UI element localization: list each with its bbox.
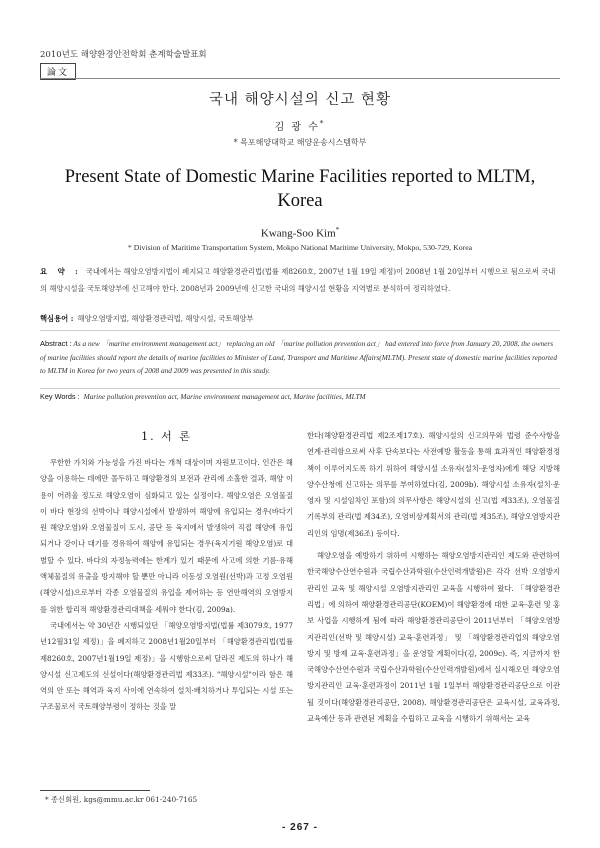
author-english: Kwang-Soo Kim*	[260, 226, 340, 240]
conference-header: 2010년도 해양환경안전학회 춘계학술발표회	[40, 50, 207, 60]
footnote-rule	[40, 790, 150, 791]
keywords-korean-text: 해양오염방지법, 해양환경관리법, 해양시설, 국토해양부	[77, 314, 254, 323]
abstract-english-label: Abstract :	[40, 339, 72, 348]
keywords-english-label: Key Words :	[40, 392, 80, 401]
abstract-korean-text: 국내에서는 해양오염방지법이 폐지되고 해양환경관리법(법률 제8260호, 2007년 1월 19일 제정)이 2008년 1월 20일부터 시행으로 됨으로써 국내의 해양시설을 국토해양부에 신고해야 한다. 2008년과 2009년에 신고한 국내의 해양시설 현황을 지역별로 분석하여 정리하였다.	[40, 267, 556, 293]
divider	[40, 388, 560, 389]
paragraph: 해양오염을 예방하기 위하여 시행하는 해양오염방지관리인 제도와 관련하여 한국해양수산연수원과 국립수산과학원(수산인력개발원)은 각각 선박 오염방지관리인 교육 및 해양시설 오염방지관리인 교육을 시행하여 왔다. 「해양환경관리법」에 의하여 해양환경관리공단(KOEM)이 해양환경에 대한 교육·훈련 및 홍보 사업을 시행하게 됨에 따라 해양환경관리공단이 2011년부터 「해양오염방지관리인(선박 및 해양시설) 교육·훈련과정」 및 「해양환경관리업의 해양오염방지 및 방제 교육·훈련과정」을 운영할 계획이다(김, 2009c). 즉, 지금까지 한국해양수산연수원과 국립수산과학원(수산인력개발원)에서 실시해오던 해양오염방지관리인 교육·훈련과정이 2011년 1월 1일부터 해양환경관리공단으로 이관될 것이다(해양환경관리공단, 2008). 해양환경관리공단은 교육시설, 교육과정, 교육예산 등과 관련된 계획을 수립하고 교육을 시행하기 위해서는 교육	[307, 551, 560, 724]
header-rule	[40, 78, 560, 79]
affiliation-english: * Division of Maritime Transportation System, Mokpo National Maritime University, Mokpo, 530-729, Korea	[127, 243, 473, 252]
keywords-english	[40, 392, 560, 401]
paragraph: 한다(해양환경관리법 제2조제17호). 해양시설의 신고의무와 법령 준수사항을 연계·관리함으로써 사후 단속보다는 사전예방 활동을 통해 효과적인 해양환경정책이 이루어지도록 하기 위하여 해양시설 소유자(설치·운영자)에게 해당 지방해양수산청에 신고하는 의무를 부여하였다(김, 2009b). 해양시설 소유자(설치·운영자 및 시설임차인 포함)의 의무사항은 해양시설의 신고(법 제33조), 오염물질기록부의 관리(법 제34조), 오염비상계획서의 관리(법 제35조), 해양오염방지관리인의 임명(제36조) 등이다.	[307, 431, 560, 538]
title-korean: 국내 해양시설의 신고 현황	[209, 92, 391, 108]
page-number: - 267 -	[282, 822, 318, 833]
keywords-korean	[40, 314, 560, 324]
keywords-korean-label: 핵심용어 :	[40, 314, 74, 323]
paragraph: 무한한 가치와 가능성을 가진 바다는 개척 대상이며 자원보고이다. 인간은 해양을 이용하는 데에만 몰두하고 해양환경의 보전과 관리에 소홀한 결과, 해양 이용이 어려울 정도로 해양오염이 심화되고 있는 실정이다. 해양오염은 오염물질이 바다 현장의 선박이나 해양시설에서 발생하여 해양에 유입되는 경우(바다기원 해양오염)와 오염물질이 도시, 공단 등 육지에서 발생하여 직접 해양에 유입되거나 강이나 대기를 경유하여 해양에 유입되는 경우(육지기원 해양오염)로 대별할 수 있다. 바다의 자정능력에는 한계가 있기 때문에 사고에 의한 기름·유해액체물질의 유출을 방지해야 할 뿐만 아니라 이동성 오염원(선박)과 고정 오염원(해양시설)으로부터 각종 오염물질의 유입을 제어하는 등 연안해역의 오염방지를 위한 합리적 해양환경관리대책을 세워야 한다(김, 2009a).	[40, 458, 293, 614]
paper-type-badge: 論文	[40, 63, 76, 80]
paragraph: 국내에서는 약 30년간 시행되었던 「해양오염방지법(법률 제3079호, 1977년12월31일 제정)」을 폐지하고 2008년1월20일부터 「해양환경관리법(법률 제8260호, 2007년1월19일 제정)」을 시행함으로써 달라진 제도의 하나가 해양시설 신고제도의 신설이다(해양환경관리법 제33조). "해양시설"이라 함은 해역의 안 또는 해역과 육지 사이에 연속하여 설치·배치하거나 투입되는 시설 또는 구조물로서 국토해양부령이 정하는 것을 말	[40, 620, 293, 712]
body-column-right	[307, 428, 560, 727]
divider	[40, 330, 560, 331]
affiliation-korean: * 목포해양대학교 해양운송시스템학부	[233, 138, 367, 147]
title-english: Present State of Domestic Marine Facilities reported to MLTM, Korea	[64, 167, 536, 211]
footnote: * 종신회원, kgs@mmu.ac.kr 061-240-7165	[45, 795, 198, 804]
abstract-english-text: As a new 「marine environment management act」 replacing an old 「marine pollution prevention act」 had entered into force from January 20, 2008, the owners of marine facilities should report the details of marine facilities to Minister of Land, Transport and Maritime Affairs(MLTM). Present state of domestic marine facilities reported to MLTM in Korea for two years of 2008 and 2009 was presented in this study.	[40, 339, 557, 375]
section-title-introduction: 1. 서 론	[141, 430, 192, 443]
abstract-korean	[40, 263, 560, 297]
author-korean: 김 광 수*	[274, 119, 326, 133]
abstract-korean-label: 요 약 :	[40, 267, 82, 276]
keywords-english-text: Marine pollution prevention act, Marine environment management act, Marine facilities, MLTM	[83, 392, 366, 401]
body-column-left	[40, 455, 293, 716]
abstract-english	[40, 337, 560, 378]
